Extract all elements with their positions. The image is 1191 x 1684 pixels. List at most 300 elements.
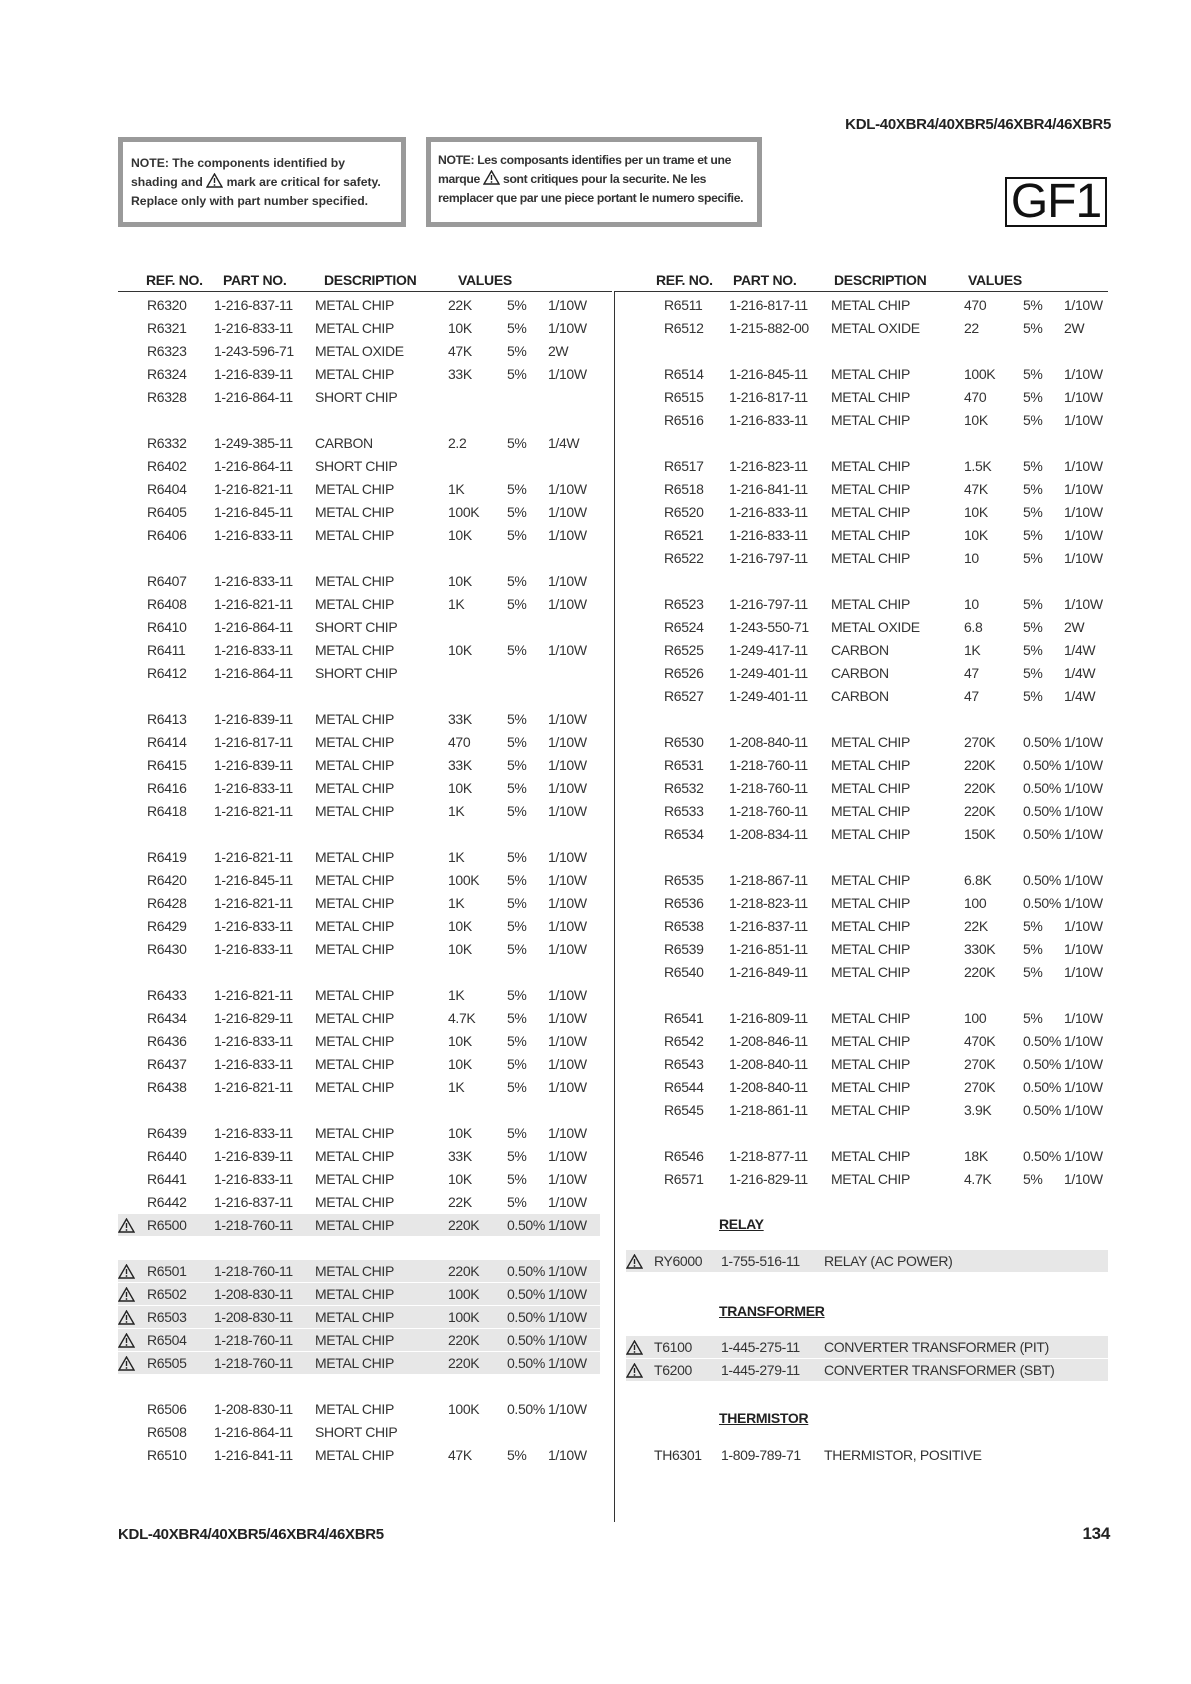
value: 1K xyxy=(448,895,465,911)
rating: 1/10W xyxy=(1064,964,1103,980)
part-no: 1-216-809-11 xyxy=(729,1010,808,1026)
ref-no: R6323 xyxy=(147,343,187,359)
rating: 1/10W xyxy=(1064,1148,1103,1164)
description: METAL CHIP xyxy=(315,803,394,819)
ref-no: R6320 xyxy=(147,297,187,313)
tolerance: 5% xyxy=(1023,642,1043,658)
description: METAL CHIP xyxy=(315,596,394,612)
header-rule-left xyxy=(118,291,612,292)
description: METAL CHIP xyxy=(315,297,394,313)
tolerance: 0.50% xyxy=(507,1332,545,1348)
table-row xyxy=(118,455,600,477)
ref-no: R6518 xyxy=(664,481,704,497)
rating: 1/10W xyxy=(1064,895,1103,911)
value: 10K xyxy=(448,918,472,934)
part-no: 1-216-833-11 xyxy=(214,780,293,796)
value: 2.2 xyxy=(448,435,467,451)
value: 100 xyxy=(964,1010,987,1026)
description: CARBON xyxy=(831,688,889,704)
part-no: 1-216-841-11 xyxy=(214,1447,293,1463)
table-row xyxy=(624,731,1108,753)
table-row xyxy=(624,800,1108,822)
description: METAL CHIP xyxy=(831,527,910,543)
tolerance: 0.50% xyxy=(1023,872,1061,888)
value: 10K xyxy=(964,527,988,543)
part-no: 1-216-864-11 xyxy=(214,665,293,681)
ref-no: R6525 xyxy=(664,642,704,658)
tolerance: 0.50% xyxy=(507,1309,545,1325)
value: 270K xyxy=(964,734,996,750)
column-divider xyxy=(614,292,615,1522)
part-no: 1-216-797-11 xyxy=(729,550,808,566)
tolerance: 5% xyxy=(1023,458,1043,474)
ref-no: R6527 xyxy=(664,688,704,704)
table-row xyxy=(118,1444,600,1466)
left-column-header xyxy=(0,270,614,292)
part-no: 1-216-821-11 xyxy=(214,849,293,865)
rating: 1/10W xyxy=(1064,734,1103,750)
rating: 1/4W xyxy=(1064,665,1096,681)
rating: 2W xyxy=(1064,320,1085,336)
description: SHORT CHIP xyxy=(315,1424,398,1440)
table-row xyxy=(118,432,600,454)
rating: 1/10W xyxy=(548,1309,587,1325)
description: METAL OXIDE xyxy=(315,343,404,359)
rating: 1/10W xyxy=(1064,826,1103,842)
rating: 1/10W xyxy=(548,757,587,773)
description: METAL CHIP xyxy=(831,1010,910,1026)
ref-no: R6410 xyxy=(147,619,187,635)
tolerance: 5% xyxy=(507,596,527,612)
header-ref: REF. NO. xyxy=(656,272,713,288)
table-row xyxy=(118,593,600,615)
tolerance: 0.50% xyxy=(1023,1102,1061,1118)
table-row xyxy=(624,386,1108,408)
ref-no: R6523 xyxy=(664,596,704,612)
table-row xyxy=(118,317,600,339)
value: 220K xyxy=(448,1217,480,1233)
section-title-transformer: TRANSFORMER xyxy=(719,1303,825,1319)
section-code: GF1 xyxy=(1010,175,1102,228)
description: METAL CHIP xyxy=(831,1171,910,1187)
part-no: 1-216-839-11 xyxy=(214,757,293,773)
value: 33K xyxy=(448,711,472,727)
description: METAL CHIP xyxy=(315,711,394,727)
table-row xyxy=(118,1053,600,1075)
table-row xyxy=(624,1145,1108,1167)
description: METAL CHIP xyxy=(831,389,910,405)
table-row xyxy=(624,961,1108,983)
rating: 1/10W xyxy=(548,1010,587,1026)
description: METAL CHIP xyxy=(831,826,910,842)
part-no: 1-218-760-11 xyxy=(729,780,808,796)
ref-no: R6538 xyxy=(664,918,704,934)
rating: 1/10W xyxy=(1064,596,1103,612)
rating: 1/10W xyxy=(548,1033,587,1049)
rating: 1/10W xyxy=(548,780,587,796)
description: METAL CHIP xyxy=(831,1079,910,1095)
value: 10K xyxy=(964,412,988,428)
part-no: 1-216-849-11 xyxy=(729,964,808,980)
tolerance: 5% xyxy=(507,803,527,819)
description: METAL CHIP xyxy=(831,918,910,934)
part-no: 1-216-864-11 xyxy=(214,1424,293,1440)
tolerance: 0.50% xyxy=(1023,1148,1061,1164)
part-no: 1-216-821-11 xyxy=(214,987,293,1003)
description: METAL CHIP xyxy=(315,757,394,773)
ref-no: R6508 xyxy=(147,1424,187,1440)
tolerance: 5% xyxy=(1023,504,1043,520)
tolerance: 5% xyxy=(1023,297,1043,313)
ref-no: R6418 xyxy=(147,803,187,819)
part-no: 1-208-840-11 xyxy=(729,1056,808,1072)
part-no: 1-208-830-11 xyxy=(214,1309,293,1325)
tolerance: 5% xyxy=(507,504,527,520)
table-row xyxy=(118,731,600,753)
tolerance: 5% xyxy=(507,642,527,658)
rating: 1/10W xyxy=(548,366,587,382)
description: METAL CHIP xyxy=(831,1148,910,1164)
table-row xyxy=(624,1030,1108,1052)
description: SHORT CHIP xyxy=(315,665,398,681)
tolerance: 5% xyxy=(507,1194,527,1210)
ref-no: R6544 xyxy=(664,1079,704,1095)
value: 10K xyxy=(448,1125,472,1141)
value: 220K xyxy=(448,1355,480,1371)
part-no: 1-445-275-11 xyxy=(721,1339,800,1355)
rating: 1/10W xyxy=(1064,366,1103,382)
rating: 1/10W xyxy=(548,1286,587,1302)
tolerance: 0.50% xyxy=(507,1401,545,1417)
ref-no: R6571 xyxy=(664,1171,704,1187)
description: METAL CHIP xyxy=(315,780,394,796)
note-french xyxy=(426,137,762,227)
ref-no: R6514 xyxy=(664,366,704,382)
ref-no: R6521 xyxy=(664,527,704,543)
rating: 1/10W xyxy=(1064,550,1103,566)
table-row xyxy=(624,823,1108,845)
tolerance: 5% xyxy=(1023,918,1043,934)
table-row xyxy=(118,915,600,937)
part-no: 1-216-833-11 xyxy=(729,527,808,543)
ref-no: R6524 xyxy=(664,619,704,635)
part-no: 1-216-833-11 xyxy=(214,527,293,543)
value: 100 xyxy=(964,895,987,911)
tolerance: 5% xyxy=(507,297,527,313)
table-row xyxy=(624,777,1108,799)
part-no: 1-208-846-11 xyxy=(729,1033,808,1049)
header-values: VALUES xyxy=(458,272,512,288)
table-row xyxy=(118,1260,600,1282)
description: METAL CHIP xyxy=(315,872,394,888)
ref-no: R6542 xyxy=(664,1033,704,1049)
rating: 1/10W xyxy=(548,573,587,589)
table-row xyxy=(118,340,600,362)
part-no: 1-216-821-11 xyxy=(214,803,293,819)
table-row xyxy=(626,1359,1108,1381)
value: 10K xyxy=(964,504,988,520)
value: 4.7K xyxy=(964,1171,992,1187)
note-english-prefix: NOTE: The components identified by shading and xyxy=(131,156,345,189)
warning-triangle-icon xyxy=(626,1362,643,1384)
rating: 1/10W xyxy=(1064,872,1103,888)
ref-no: T6100 xyxy=(654,1339,692,1355)
ref-no: R6539 xyxy=(664,941,704,957)
ref-no: R6434 xyxy=(147,1010,187,1026)
warning-triangle-icon xyxy=(206,173,223,188)
value: 470K xyxy=(964,1033,996,1049)
value: 33K xyxy=(448,366,472,382)
value: 3.9K xyxy=(964,1102,992,1118)
table-row xyxy=(624,1076,1108,1098)
ref-no: R6532 xyxy=(664,780,704,796)
description: METAL CHIP xyxy=(315,320,394,336)
page-number: 134 xyxy=(1082,1524,1110,1543)
description: METAL OXIDE xyxy=(831,320,920,336)
ref-no: R6545 xyxy=(664,1102,704,1118)
part-no: 1-216-864-11 xyxy=(214,389,293,405)
value: 100K xyxy=(448,1309,480,1325)
rating: 1/10W xyxy=(548,895,587,911)
tolerance: 5% xyxy=(1023,412,1043,428)
tolerance: 5% xyxy=(1023,389,1043,405)
table-row xyxy=(118,363,600,385)
description: METAL CHIP xyxy=(315,573,394,589)
description: CARBON xyxy=(315,435,373,451)
table-row xyxy=(624,754,1108,776)
header-description: DESCRIPTION xyxy=(834,272,927,288)
table-row xyxy=(624,593,1108,615)
value: 10K xyxy=(448,320,472,336)
part-no: 1-243-596-71 xyxy=(214,343,294,359)
rating: 1/10W xyxy=(548,1332,587,1348)
description: METAL OXIDE xyxy=(831,619,920,635)
value: 10 xyxy=(964,596,979,612)
rating: 1/10W xyxy=(1064,1033,1103,1049)
rating: 1/10W xyxy=(1064,918,1103,934)
header-rule-right xyxy=(614,291,1108,292)
description: METAL CHIP xyxy=(315,527,394,543)
table-row xyxy=(118,938,600,960)
rating: 1/10W xyxy=(548,596,587,612)
table-row xyxy=(118,1145,600,1167)
ref-no: R6536 xyxy=(664,895,704,911)
ref-no: R6433 xyxy=(147,987,187,1003)
ref-no: R6428 xyxy=(147,895,187,911)
part-no: 1-218-877-11 xyxy=(729,1148,808,1164)
description: METAL CHIP xyxy=(831,550,910,566)
ref-no: R6511 xyxy=(664,297,703,313)
description: METAL CHIP xyxy=(831,1033,910,1049)
description: METAL CHIP xyxy=(315,734,394,750)
header-ref: REF. NO. xyxy=(146,272,203,288)
ref-no: R6415 xyxy=(147,757,187,773)
value: 10K xyxy=(448,642,472,658)
ref-no: R6522 xyxy=(664,550,704,566)
table-row xyxy=(118,777,600,799)
value: 220K xyxy=(964,803,996,819)
value: 22 xyxy=(964,320,979,336)
note-english-suffix: mark are critical for safety. Replace only with part number specified. xyxy=(131,175,381,208)
rating: 1/10W xyxy=(548,1401,587,1417)
part-no: 1-216-845-11 xyxy=(214,504,293,520)
part-no: 1-216-817-11 xyxy=(214,734,293,750)
description: METAL CHIP xyxy=(831,1102,910,1118)
tolerance: 0.50% xyxy=(507,1286,545,1302)
ref-no: R6505 xyxy=(147,1355,187,1371)
ref-no: R6404 xyxy=(147,481,187,497)
table-row xyxy=(624,892,1108,914)
value: 1K xyxy=(448,1079,465,1095)
tolerance: 5% xyxy=(507,1447,527,1463)
value: 10K xyxy=(448,527,472,543)
value: 1K xyxy=(964,642,981,658)
value: 100K xyxy=(964,366,996,382)
description: METAL CHIP xyxy=(315,849,394,865)
warning-triangle-icon xyxy=(118,1332,135,1354)
part-no: 1-216-833-11 xyxy=(214,1171,293,1187)
rating: 1/10W xyxy=(1064,389,1103,405)
tolerance: 5% xyxy=(1023,941,1043,957)
tolerance: 5% xyxy=(507,1056,527,1072)
part-no: 1-216-833-11 xyxy=(214,320,293,336)
rating: 1/10W xyxy=(548,941,587,957)
part-no: 1-216-839-11 xyxy=(214,366,293,382)
description: METAL CHIP xyxy=(831,941,910,957)
model-header: KDL-40XBR4/40XBR5/46XBR4/46XBR5 xyxy=(845,116,1111,133)
warning-triangle-icon xyxy=(626,1253,643,1275)
part-no: 1-218-760-11 xyxy=(214,1332,293,1348)
rating: 1/10W xyxy=(548,1217,587,1233)
description: METAL CHIP xyxy=(315,1263,394,1279)
value: 33K xyxy=(448,757,472,773)
description: CARBON xyxy=(831,642,889,658)
tolerance: 5% xyxy=(1023,596,1043,612)
value: 18K xyxy=(964,1148,988,1164)
tolerance: 5% xyxy=(507,527,527,543)
part-no: 1-216-845-11 xyxy=(214,872,293,888)
tolerance: 5% xyxy=(1023,665,1043,681)
table-row xyxy=(118,501,600,523)
ref-no: R6500 xyxy=(147,1217,187,1233)
warning-triangle-icon xyxy=(118,1355,135,1377)
tolerance: 5% xyxy=(507,734,527,750)
part-no: 1-216-851-11 xyxy=(729,941,808,957)
part-no: 1-216-837-11 xyxy=(729,918,808,934)
ref-no: R6328 xyxy=(147,389,187,405)
ref-no: R6540 xyxy=(664,964,704,980)
ref-no: R6512 xyxy=(664,320,704,336)
ref-no: R6436 xyxy=(147,1033,187,1049)
table-row xyxy=(118,639,600,661)
value: 47 xyxy=(964,665,979,681)
value: 100K xyxy=(448,504,480,520)
description: METAL CHIP xyxy=(831,504,910,520)
table-row xyxy=(118,869,600,891)
rating: 1/10W xyxy=(548,297,587,313)
part-no: 1-218-823-11 xyxy=(729,895,808,911)
section-title-relay: RELAY xyxy=(719,1216,764,1232)
value: 220K xyxy=(964,757,996,773)
table-row xyxy=(118,1122,600,1144)
table-row xyxy=(624,501,1108,523)
tolerance: 0.50% xyxy=(1023,780,1061,796)
description: CONVERTER TRANSFORMER (SBT) xyxy=(824,1362,1055,1378)
tolerance: 5% xyxy=(507,895,527,911)
tolerance: 0.50% xyxy=(1023,1033,1061,1049)
section-title-thermistor: THERMISTOR xyxy=(719,1410,809,1426)
table-row xyxy=(624,616,1108,638)
ref-no: R6407 xyxy=(147,573,187,589)
table-row xyxy=(624,639,1108,661)
description: METAL CHIP xyxy=(831,366,910,382)
ref-no: R6412 xyxy=(147,665,187,681)
rating: 1/10W xyxy=(548,1447,587,1463)
value: 470 xyxy=(964,389,987,405)
part-no: 1-249-385-11 xyxy=(214,435,293,451)
rating: 1/10W xyxy=(1064,504,1103,520)
ref-no: R6437 xyxy=(147,1056,187,1072)
part-no: 1-216-829-11 xyxy=(729,1171,808,1187)
description: METAL CHIP xyxy=(831,412,910,428)
ref-no: R6543 xyxy=(664,1056,704,1072)
part-no: 1-215-882-00 xyxy=(729,320,809,336)
ref-no: R6419 xyxy=(147,849,187,865)
table-row xyxy=(118,1329,600,1351)
value: 47K xyxy=(448,1447,472,1463)
warning-triangle-icon xyxy=(118,1309,135,1331)
part-no: 1-208-834-11 xyxy=(729,826,808,842)
value: 1K xyxy=(448,481,465,497)
table-row xyxy=(118,708,600,730)
table-row xyxy=(118,570,600,592)
tolerance: 5% xyxy=(1023,1171,1043,1187)
ref-no: R6402 xyxy=(147,458,187,474)
part-no: 1-216-841-11 xyxy=(729,481,808,497)
rating: 1/4W xyxy=(548,435,580,451)
value: 10K xyxy=(448,780,472,796)
table-row xyxy=(624,1007,1108,1029)
table-row xyxy=(624,478,1108,500)
value: 1K xyxy=(448,803,465,819)
ref-no: T6200 xyxy=(654,1362,692,1378)
part-no: 1-216-833-11 xyxy=(729,504,808,520)
ref-no: R6530 xyxy=(664,734,704,750)
rating: 1/10W xyxy=(548,711,587,727)
part-no: 1-216-821-11 xyxy=(214,895,293,911)
table-row xyxy=(624,409,1108,431)
description: METAL CHIP xyxy=(315,1332,394,1348)
table-row xyxy=(624,685,1108,707)
tolerance: 0.50% xyxy=(1023,1056,1061,1072)
part-no: 1-208-830-11 xyxy=(214,1286,293,1302)
tolerance: 0.50% xyxy=(1023,895,1061,911)
ref-no: R6541 xyxy=(664,1010,704,1026)
part-no: 1-218-760-11 xyxy=(729,757,808,773)
rating: 1/4W xyxy=(1064,688,1096,704)
ref-no: R6405 xyxy=(147,504,187,520)
table-row xyxy=(624,524,1108,546)
description: METAL CHIP xyxy=(315,481,394,497)
description: METAL CHIP xyxy=(315,1125,394,1141)
description: METAL CHIP xyxy=(315,1033,394,1049)
tolerance: 0.50% xyxy=(507,1217,545,1233)
rating: 1/10W xyxy=(1064,1171,1103,1187)
value: 220K xyxy=(964,964,996,980)
description: METAL CHIP xyxy=(315,1079,394,1095)
rating: 1/10W xyxy=(1064,458,1103,474)
tolerance: 5% xyxy=(507,1079,527,1095)
